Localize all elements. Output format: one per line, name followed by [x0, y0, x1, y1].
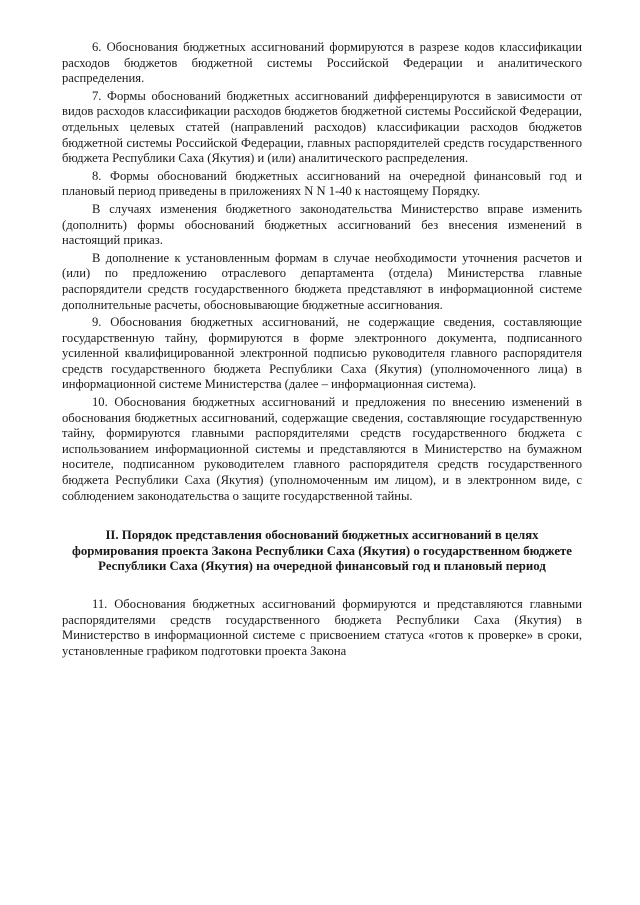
paragraph-item-6: 6. Обоснования бюджетных ассигнований формируются в разрезе кодов классификации расходов бюджетов бюджетной системы Российской Федерации и аналитического распределения. — [62, 40, 582, 86]
paragraph-forms-change: В случаях изменения бюджетного законодательства Министерство вправе изменить (дополнить) формы обоснований бюджетных ассигнований без внесения изменений в настоящий приказ. — [62, 201, 582, 248]
paragraph-additional-calculations: В дополнение к установленным формам в случае необходимости уточнения расчетов и (или) по предложению отраслевого департамента (отдела) Министерства главные распорядители средств государственного бюджета представляют в информационной системе дополнительные расчеты, обосновывающие бюджетные ассигнования. — [62, 250, 582, 312]
paragraph-item-8: 8. Формы обоснований бюджетных ассигнований на очередной финансовый год и плановый период приведены в приложениях N N 1-40 к настоящему Порядку. — [62, 168, 582, 199]
document-page — [62, 40, 582, 661]
paragraph-item-7: 7. Формы обоснований бюджетных ассигнований дифференцируются в зависимости от видов расходов классификации расходов бюджетов бюджетной системы Российской Федерации, отдельных целевых статей (направлений расходов) классификации расходов бюджетов бюджетной системы Российской Федерации, главных распорядителей средств государственного бюджета Республики Саха (Якутия) и (или) аналитического распределения. — [62, 88, 582, 166]
paragraph-item-11: 11. Обоснования бюджетных ассигнований формируются и представляются главными распорядителями средств государственного бюджета Республики Саха (Якутия) в Министерство в информационной системе с присвоением статуса «готов к проверке» в сроки, установленные графиком подготовки проекта Закона — [62, 597, 582, 658]
paragraph-item-10: 10. Обоснования бюджетных ассигнований и предложения по внесению изменений в обоснования бюджетных ассигнований, содержащие сведения, составляющие государственную тайну, формируются главными распорядителями средств государственного бюджета с использованием информационной системы и представляются в Министерство на бумажном носителе, подписанном руководителем главного распорядителя средств государственного бюджета Республики Саха (Якутия) (уполномоченным им лицом), и в электронном виде, с соблюдением законодательства о защите государственной тайны. — [62, 395, 582, 503]
paragraph-item-9: 9. Обоснования бюджетных ассигнований, не содержащие сведения, составляющие государственную тайну, формируются в форме электронного документа, подписанного усиленной квалифицированной электронной подписью руководителя главного распорядителя средств государственного бюджета Республики Саха (Якутия) (уполномоченного лица) в информационной системе Министерства (далее – информационная система). — [62, 315, 582, 392]
section-heading: II. Порядок представления обоснований бюджетных ассигнований в целях формирования проекта Закона Республики Саха (Якутия) о государственном бюджете Республики Саха (Якутия) на очередной финансовый год и плановый период — [72, 528, 572, 574]
